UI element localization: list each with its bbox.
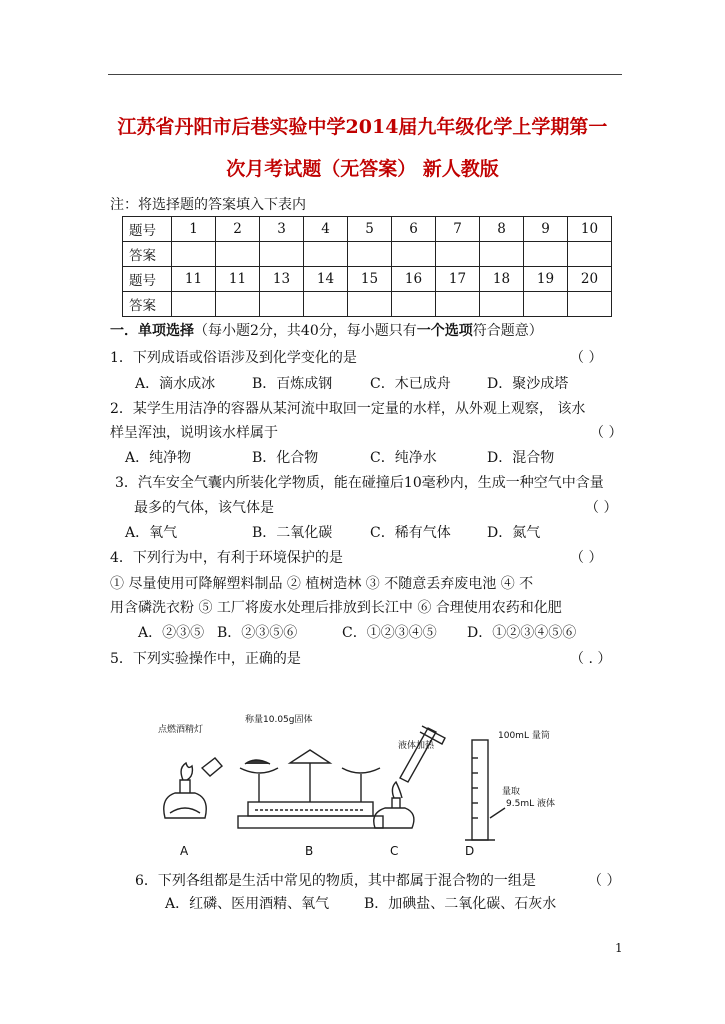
section-desc-a: （每小题2分，共40分，每小题只有 (194, 323, 417, 339)
q2-option-a: A．纯净物 (125, 450, 192, 466)
fig-text-heat: 液体加热 (398, 741, 435, 751)
section-desc-b: 符合题意） (472, 323, 543, 339)
question-4-stem: 4．下列行为中，有利于环境保护的是 (110, 550, 343, 566)
answer-cell[interactable] (568, 242, 612, 267)
table-row (123, 217, 612, 242)
fig-label-d: D (465, 844, 475, 858)
question-2-stem: 2．某学生用洁净的容器从某河流中取回一定量的水样，从外观上观察， 该水 (110, 401, 586, 417)
q4-statement-line2: 用含磷洗衣粉 ⑤ 工厂将废水处理后排放到长江中 ⑥ 合理使用农药和化肥 (110, 600, 562, 616)
header-rule (108, 74, 622, 75)
answer-note: 注：将选择题的答案填入下表内 (110, 197, 306, 213)
answer-cell[interactable] (392, 242, 436, 267)
question-5-stem: 5．下列实验操作中，正确的是 (110, 651, 301, 667)
q1-option-b: B．百炼成钢 (252, 376, 333, 392)
answer-cell[interactable] (304, 242, 348, 267)
q1-option-c: C．木已成舟 (370, 376, 451, 392)
fig-text-light-lamp: 点燃酒精灯 (158, 725, 204, 735)
section-desc-bold: 一个选项 (416, 323, 473, 339)
answer-cell[interactable] (260, 292, 304, 317)
lab-operations-figure (158, 715, 590, 858)
question-2-stem-cont: 样呈浑浊，说明该水样属于 (110, 425, 278, 441)
q3-option-d: D．氮气 (487, 525, 541, 541)
answer-paren[interactable]: （ ） (570, 350, 603, 366)
table-cell: 20 (568, 267, 612, 292)
answer-cell[interactable] (480, 242, 524, 267)
fig-text-measure: 量取 (502, 787, 521, 797)
fig-b-balance (238, 750, 383, 828)
page-title-line2: 次月考试题（无答案） 新人教版 (226, 158, 499, 180)
table-row (123, 267, 612, 292)
answer-cell[interactable] (216, 242, 260, 267)
table-cell: 10 (568, 217, 612, 242)
q6-option-b: B．加碘盐、二氧化碳、石灰水 (364, 896, 557, 912)
q3-option-c: C．稀有气体 (370, 525, 451, 541)
table-header-cell: 题号 (123, 217, 172, 242)
table-cell: 8 (480, 217, 524, 242)
fig-text-liquid: 9.5mL 液体 (506, 799, 555, 809)
q6-option-a: A．红磷、医用酒精、氧气 (165, 896, 330, 912)
table-cell: 1 (172, 217, 216, 242)
answer-cell[interactable] (304, 292, 348, 317)
q1-option-d: D．聚沙成塔 (487, 376, 569, 392)
answer-paren[interactable]: （ ） (570, 550, 603, 566)
q4-option-b: B．②③⑤⑥ (217, 625, 298, 641)
table-cell: 11 (172, 267, 216, 292)
q2-option-b: B．化合物 (252, 450, 319, 466)
fig-label-a: A (180, 844, 189, 858)
answer-cell[interactable] (392, 292, 436, 317)
table-cell: 19 (524, 267, 568, 292)
answer-paren[interactable]: （ ） (590, 425, 623, 441)
answer-cell[interactable] (524, 292, 568, 317)
table-cell: 15 (348, 267, 392, 292)
table-cell: 3 (260, 217, 304, 242)
q4-option-c: C．①②③④⑤ (342, 625, 437, 641)
answer-cell[interactable] (524, 242, 568, 267)
question-6-stem: 6．下列各组都是生活中常见的物质，其中都属于混合物的一组是 (135, 873, 536, 889)
page-title-line1: 江苏省丹阳市后巷实验中学2014届九年级化学上学期第一 (117, 116, 608, 138)
fig-label-c: C (390, 844, 399, 858)
section-heading (110, 320, 543, 340)
q4-option-d: D．①②③④⑤⑥ (467, 625, 577, 641)
q3-option-b: B．二氧化碳 (252, 525, 333, 541)
table-cell: 6 (392, 217, 436, 242)
table-header-cell: 题号 (123, 267, 172, 292)
answer-cell[interactable] (172, 242, 216, 267)
answer-paren[interactable]: （ ） (585, 500, 618, 516)
answer-cell[interactable] (172, 292, 216, 317)
table-cell: 16 (392, 267, 436, 292)
table-row (123, 242, 612, 267)
table-cell: 17 (436, 267, 480, 292)
table-header-cell: 答案 (123, 292, 172, 317)
answer-cell[interactable] (436, 292, 480, 317)
q2-option-d: D．混合物 (487, 450, 555, 466)
fig-a-alcohol-lamp (164, 758, 222, 818)
answer-paren[interactable]: （ ） (588, 873, 621, 889)
q3-option-a: A．氧气 (125, 525, 178, 541)
table-cell: 5 (348, 217, 392, 242)
fig-label-b: B (305, 844, 314, 858)
answer-cell[interactable] (568, 292, 612, 317)
question-1-stem: 1．下列成语或俗语涉及到化学变化的是 (110, 350, 357, 366)
answer-cell[interactable] (348, 242, 392, 267)
table-row (123, 292, 612, 317)
q4-option-a: A．②③⑤ (138, 625, 205, 641)
answer-cell[interactable] (348, 292, 392, 317)
answer-cell[interactable] (260, 242, 304, 267)
fig-text-weigh: 称量10.05g固体 (245, 715, 313, 725)
table-cell: 7 (436, 217, 480, 242)
q4-statement-line1: ① 尽量使用可降解塑料制品 ② 植树造林 ③ 不随意丢弃废电池 ④ 不 (110, 576, 534, 592)
question-3-stem: 3．汽车安全气囊内所装化学物质，能在碰撞后10毫秒内，生成一种空气中含量 (115, 475, 604, 491)
fig-d-cylinder (465, 740, 505, 840)
table-cell: 18 (480, 267, 524, 292)
answer-cell[interactable] (216, 292, 260, 317)
q2-option-c: C．纯净水 (370, 450, 437, 466)
section-prefix: 一． (110, 323, 138, 339)
table-cell: 4 (304, 217, 348, 242)
table-cell: 9 (524, 217, 568, 242)
page-number: 1 (615, 941, 623, 955)
section-title: 单项选择 (138, 323, 194, 339)
fig-text-cylinder: 100mL 量筒 (498, 731, 550, 741)
table-cell: 2 (216, 217, 260, 242)
question-3-stem-cont: 最多的气体，该气体是 (134, 500, 274, 516)
answer-cell[interactable] (436, 242, 480, 267)
answer-paren[interactable]: （ . ） (570, 651, 612, 667)
q1-option-a: A．滴水成冰 (135, 376, 216, 392)
table-header-cell: 答案 (123, 242, 172, 267)
table-cell: 11 (216, 267, 260, 292)
answer-table (122, 216, 612, 317)
table-cell: 13 (260, 267, 304, 292)
answer-cell[interactable] (480, 292, 524, 317)
table-cell: 14 (304, 267, 348, 292)
